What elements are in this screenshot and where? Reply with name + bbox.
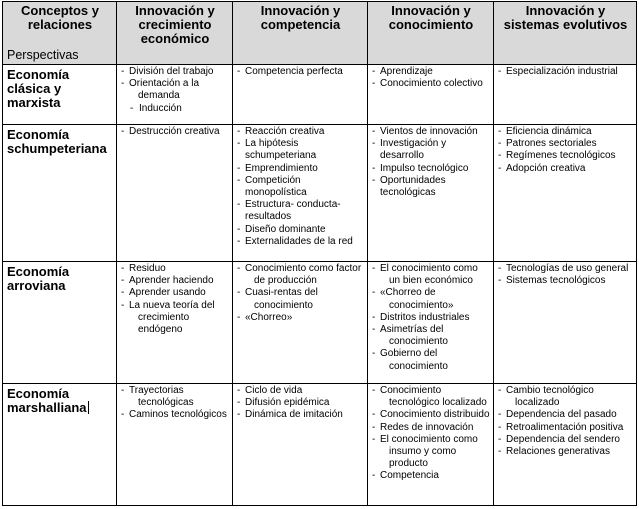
- table-cell: [233, 384, 368, 506]
- list-item: - Dinámica de imitación: [237, 409, 364, 421]
- table-cell: [117, 125, 233, 262]
- list-item: - Aprender haciendo: [121, 275, 229, 287]
- list-item: - Diseño dominante: [237, 224, 364, 236]
- table-cell: [233, 125, 368, 262]
- list-item: - Destrucción creativa: [121, 126, 229, 138]
- list-item: - Reacción creativa: [237, 126, 364, 138]
- list-item: - Caminos tecnológicos: [121, 409, 229, 421]
- header-row: [3, 2, 637, 65]
- list-item: - La nueva teoría del crecimiento endógeno: [121, 300, 229, 337]
- list-item: - Dependencia del pasado: [498, 409, 633, 421]
- table-cell: [117, 262, 233, 384]
- list-item: - Patrones sectoriales: [498, 138, 633, 150]
- list-item: - Eficiencia dinámica: [498, 126, 633, 138]
- list-item: - Competición monopolística: [237, 175, 364, 199]
- list-item: - Relaciones generativas: [498, 446, 633, 458]
- perspective-cell: [3, 384, 117, 506]
- table-row: [3, 384, 637, 506]
- column-header: Innovación y competencia: [233, 2, 368, 65]
- table-cell: [117, 384, 233, 506]
- list-item: - El conocimiento como insumo y como producto: [372, 434, 490, 471]
- list-item: - Difusión epidémica: [237, 397, 364, 409]
- table-row: [3, 262, 637, 384]
- column-header: Innovación y sistemas evolutivos: [494, 2, 637, 65]
- perspective-label: Economía marshalliana: [7, 386, 87, 415]
- corner-title: Conceptos y relaciones: [20, 3, 99, 32]
- table-cell: [368, 65, 494, 125]
- perspective-cell: Economía clásica y marxista: [3, 65, 117, 125]
- table-cell: [117, 65, 233, 125]
- table-cell: [368, 262, 494, 384]
- table-cell: [494, 262, 637, 384]
- list-item: - Retroalimentación positiva: [498, 422, 633, 434]
- list-item: - Conocimiento distribuido: [372, 409, 490, 421]
- list-item: - La hipótesis schumpeteriana: [237, 138, 364, 162]
- list-item: - Oportunidades tecnológicas: [372, 175, 490, 199]
- table-cell: [494, 65, 637, 125]
- list-item: - Gobierno del conocimiento: [372, 348, 490, 372]
- table-cell: [368, 125, 494, 262]
- list-item: - Conocimiento colectivo: [372, 78, 490, 90]
- corner-header-cell: [3, 2, 117, 65]
- list-item: - Aprender usando: [121, 287, 229, 299]
- list-item: - Cuasi-rentas del conocimiento: [237, 287, 364, 311]
- list-item: - Conocimiento tecnológico localizado: [372, 385, 490, 409]
- table-cell: [233, 262, 368, 384]
- list-item: - Sistemas tecnológicos: [498, 275, 633, 287]
- list-item: - Vientos de innovación: [372, 126, 490, 138]
- table-row: [3, 125, 637, 262]
- list-item: - Orientación a la demanda: [121, 78, 229, 102]
- table-cell: [494, 384, 637, 506]
- column-header: Innovación y crecimiento económico: [117, 2, 233, 65]
- perspective-cell: Economía schumpeteriana: [3, 125, 117, 262]
- list-item: - Dependencia del sendero: [498, 434, 633, 446]
- list-item: - Adopción creativa: [498, 163, 633, 175]
- list-item: - El conocimiento como un bien económico: [372, 263, 490, 287]
- column-header: Innovación y conocimiento: [368, 2, 494, 65]
- list-item: - Investigación y desarrollo: [372, 138, 490, 162]
- list-item: - Aprendizaje: [372, 66, 490, 78]
- list-item: - Competencia: [372, 470, 490, 482]
- corner-subtitle: Perspectivas: [7, 48, 79, 62]
- list-item: - Inducción: [121, 103, 229, 115]
- list-item: - Especialización industrial: [498, 66, 633, 78]
- list-item: - «Chorreo»: [237, 312, 364, 324]
- list-item: - Impulso tecnológico: [372, 163, 490, 175]
- list-item: - Distritos industriales: [372, 312, 490, 324]
- table-cell: [494, 125, 637, 262]
- list-item: - División del trabajo: [121, 66, 229, 78]
- list-item: - Ciclo de vida: [237, 385, 364, 397]
- text-cursor: [88, 401, 89, 414]
- list-item: - Tecnologías de uso general: [498, 263, 633, 275]
- list-item: - Regímenes tecnológicos: [498, 150, 633, 162]
- list-item: - Trayectorias tecnológicas: [121, 385, 229, 409]
- list-item: - Cambio tecnológico localizado: [498, 385, 633, 409]
- concepts-table: [2, 1, 637, 506]
- list-item: - Competencia perfecta: [237, 66, 364, 78]
- list-item: - Emprendimiento: [237, 163, 364, 175]
- list-item: - Externalidades de la red: [237, 236, 364, 248]
- list-item: - Asimetrías del conocimiento: [372, 324, 490, 348]
- list-item: - Residuo: [121, 263, 229, 275]
- table-cell: [368, 384, 494, 506]
- perspective-cell: Economía arroviana: [3, 262, 117, 384]
- list-item: - Estructura- conducta-resultados: [237, 199, 364, 223]
- table-row: [3, 65, 637, 125]
- list-item: - Conocimiento como factor de producción: [237, 263, 364, 287]
- table-cell: [233, 65, 368, 125]
- list-item: - «Chorreo de conocimiento»: [372, 287, 490, 311]
- list-item: - Redes de innovación: [372, 422, 490, 434]
